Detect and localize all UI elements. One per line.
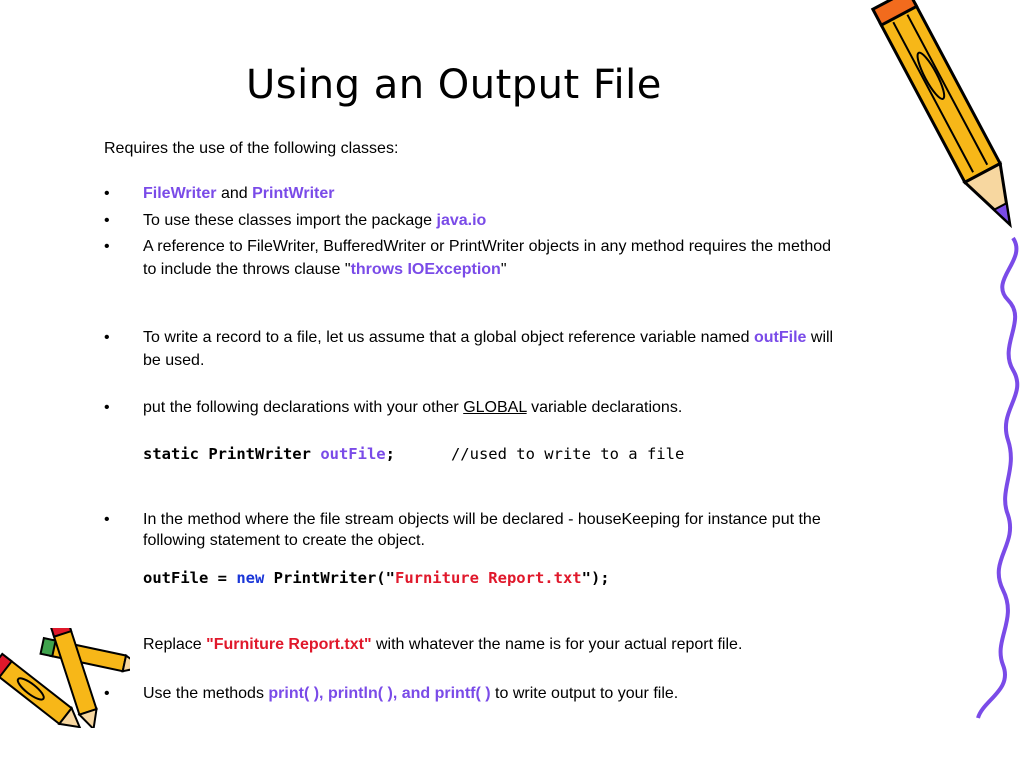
bullet-dot: •: [104, 238, 110, 255]
global-text-end: variable declarations.: [526, 399, 683, 416]
replace-text: Replace: [143, 636, 207, 653]
bullet-dot: •: [104, 399, 110, 416]
global-term: GLOBAL: [463, 399, 527, 416]
replace-text-end: with whatever the name is for your actual report file.: [371, 636, 743, 653]
java-io-term: java.io: [436, 212, 487, 229]
outfile-term: outFile: [754, 329, 807, 346]
code-instantiation: [143, 569, 610, 587]
replace-filename: "Furniture Report.txt": [206, 636, 372, 653]
and-text: and: [216, 185, 253, 202]
method-line2: following statement to create the object.: [143, 532, 425, 549]
code-outfile-var: outFile: [320, 445, 386, 463]
intro-text: Requires the use of the following classes:: [104, 140, 399, 157]
bullet-dot: •: [104, 329, 110, 346]
global-text: put the following declarations with your other: [143, 399, 464, 416]
method-line1: In the method where the file stream objects will be declared - houseKeeping for instance put the: [143, 511, 821, 528]
pencil-clipart-icon: [858, 0, 1024, 730]
outfile-line2: be used.: [143, 352, 205, 369]
bullet-dot: •: [104, 685, 110, 702]
code-static-text: static PrintWriter: [143, 445, 321, 463]
outfile-line1-end: will: [806, 329, 834, 346]
methods-text: Use the methods: [143, 685, 269, 702]
code-assign-text: outFile =: [143, 569, 237, 587]
printwriter-term: PrintWriter: [252, 185, 335, 202]
pencils-clipart-icon: [0, 628, 130, 728]
code-close-text: ");: [581, 569, 610, 587]
slide-title: Using an Output File: [246, 62, 662, 108]
throws-line2-text: to include the throws clause ": [143, 261, 351, 278]
throws-line1: A reference to FileWriter, BufferedWriter or PrintWriter objects in any method requires the method: [143, 238, 832, 255]
throws-ioexception-term: throws IOException: [350, 261, 501, 278]
bullet-dot: •: [104, 212, 110, 229]
code-comment: //used to write to a file: [394, 445, 685, 463]
code-semicolon: ;: [385, 445, 395, 463]
bullet-dot: •: [104, 511, 110, 528]
methods-term: print( ), println( ), and printf( ): [268, 685, 491, 702]
code-declaration: [143, 445, 684, 463]
code-constructor-text: PrintWriter(": [264, 569, 395, 587]
import-text: To use these classes import the package: [143, 212, 437, 229]
outfile-line1-text: To write a record to a file, let us assume that a global object reference variable named: [143, 329, 754, 346]
methods-text-end: to write output to your file.: [490, 685, 679, 702]
filewriter-term: FileWriter: [143, 185, 217, 202]
code-filename-string: Furniture Report.txt: [394, 569, 582, 587]
code-new-keyword: new: [236, 569, 265, 587]
bullet-dot: •: [104, 185, 110, 202]
throws-close-quote: ": [500, 261, 507, 278]
